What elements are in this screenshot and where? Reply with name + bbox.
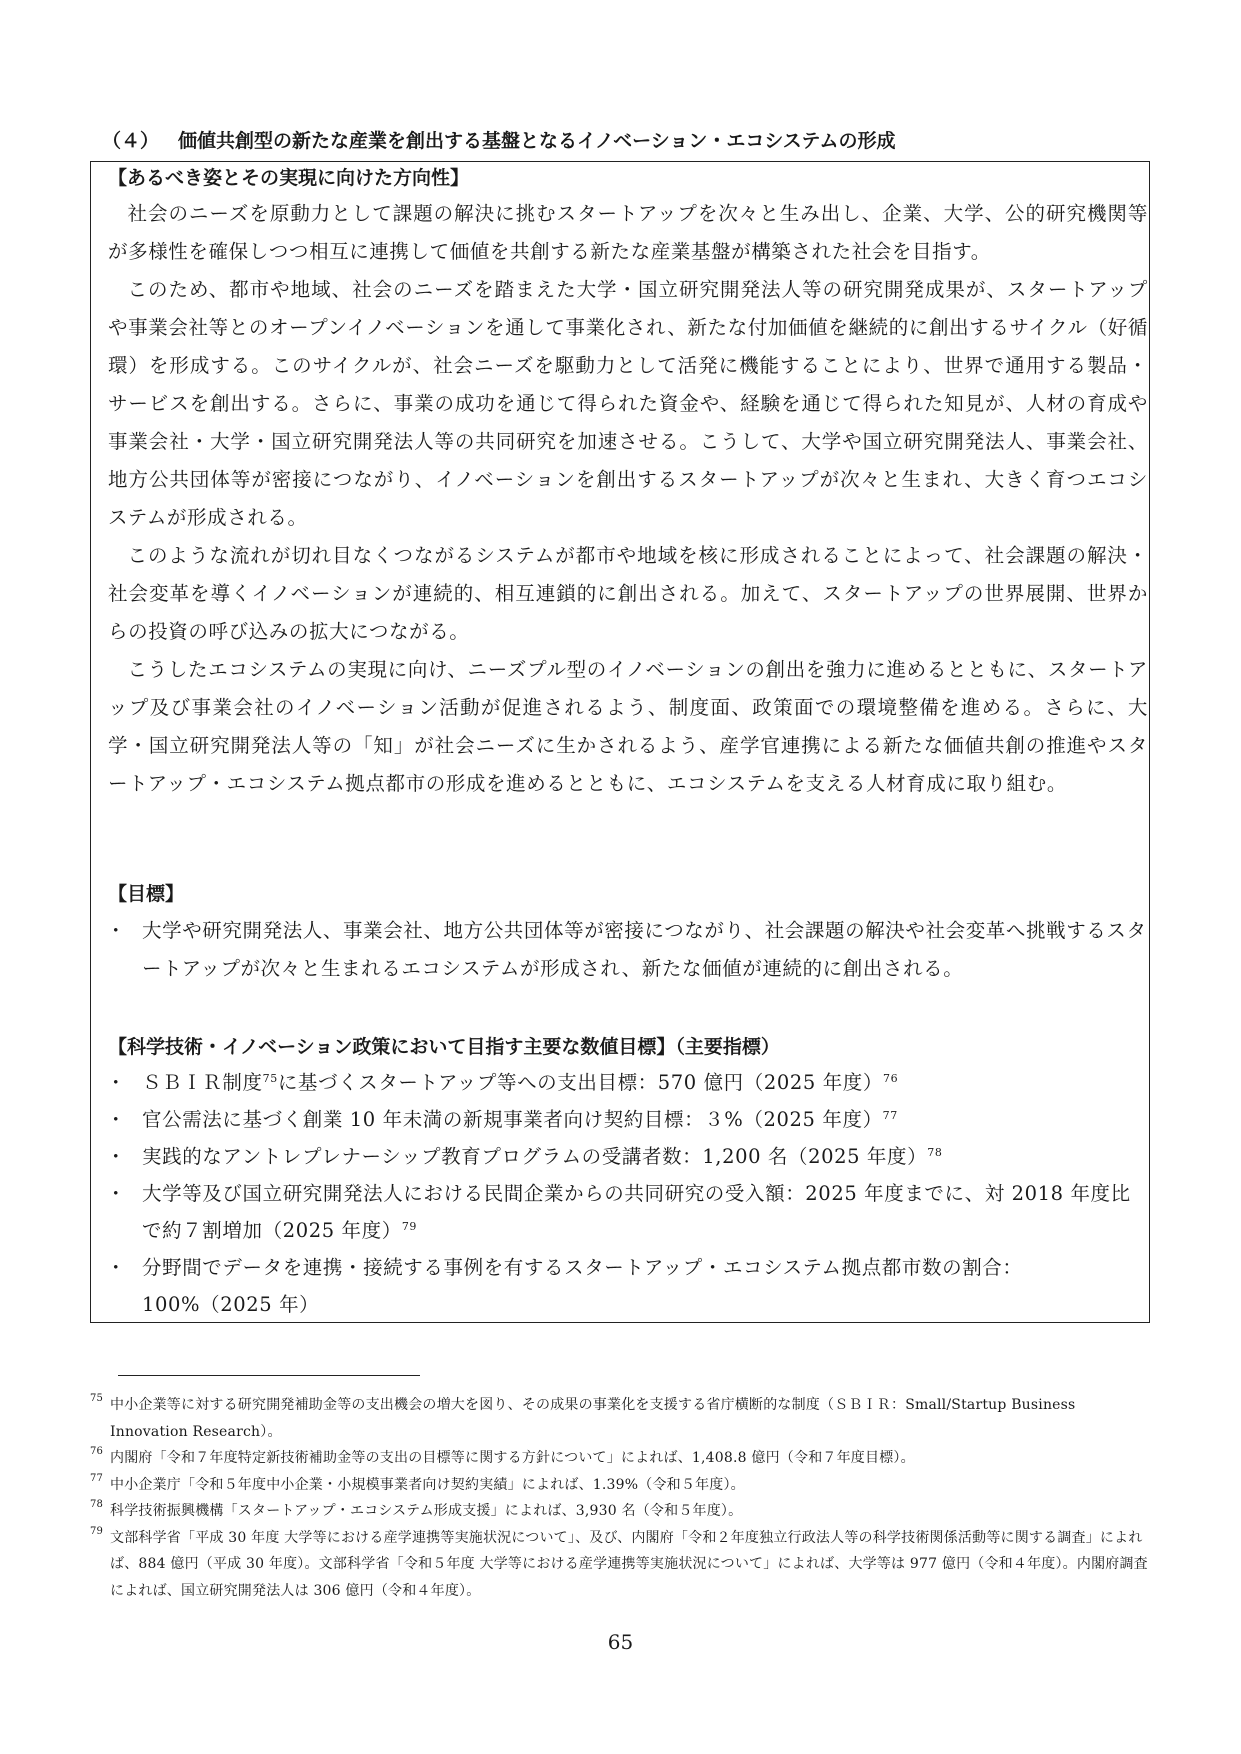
footnote-text: 内閣府「令和７年度特定新技術補助金等の支出の目標等に関する方針について」によれば、1,408.8 億円（令和７年度目標）。: [110, 1450, 915, 1466]
targets-heading: 【科学技術・イノベーション政策において目指す主要な数値目標】（主要指標）: [108, 1036, 780, 1058]
footnote-ref[interactable]: 76: [883, 1072, 899, 1085]
section-number: （４）: [102, 130, 160, 152]
vision-paragraph: こうしたエコシステムの実現に向け、ニーズプル型のイノベーションの創出を強力に進めるとともに、スタートアップ及び事業会社のイノベーション活動が促進されるよう、制度面、政策面での環境整備を進める。さらに、大学・国立研究開発法人等の「知」が社会ニーズに生かされるよう、産学官連携による新たな価値共創の推進やスタートアップ・エコシステム拠点都市の形成を進めるとともに、エコシステムを支える人材育成に取り組む。: [108, 658, 1148, 795]
bullet-mark: ・: [106, 1108, 127, 1131]
vision-heading: 【あるべき姿とその実現に向けた方向性】: [108, 167, 470, 189]
targets-block: [108, 1033, 1148, 1323]
target-text: 実践的なアントレプレナーシップ教育プログラムの受講者数：1,200 名（2025 年度）: [142, 1145, 928, 1168]
goal-item: [104, 912, 1148, 988]
bullet-mark: ・: [106, 1256, 127, 1279]
footnote-ref[interactable]: 75: [262, 1072, 278, 1085]
footnote-ref[interactable]: 77: [882, 1109, 898, 1122]
target-item: [104, 1064, 1148, 1101]
target-item: [104, 1138, 1148, 1175]
bullet-mark: ・: [106, 1071, 127, 1094]
footnote-number: 77: [90, 1472, 104, 1484]
target-item: [104, 1249, 1148, 1323]
footnote: [90, 1392, 1156, 1445]
footnote-text: 中小企業庁「令和５年度中小企業・小規模事業者向け契約実績」によれば、1.39%（令和５年度）。: [110, 1476, 745, 1493]
page-number: 65: [607, 1630, 634, 1654]
vision-paragraph: このような流れが切れ目なくつながるシステムが都市や地域を核に形成されることによって、社会課題の解決・社会変革を導くイノベーションが連続的、相互連鎖的に創出される。加えて、スタートアップの世界展開、世界からの投資の呼び込みの拡大につながる。: [108, 544, 1148, 643]
footnote: [90, 1525, 1156, 1605]
bullet-mark: ・: [106, 1145, 127, 1168]
vision-paragraph: 社会のニーズを原動力として課題の解決に挑むスタートアップを次々と生み出し、企業、大学、公的研究機関等が多様性を確保しつつ相互に連携して価値を共創する新たな産業基盤が構築された社会を目指す。: [108, 202, 1148, 263]
target-prefix: ＳＢＩＲ制度: [142, 1071, 263, 1094]
target-item: [104, 1101, 1148, 1138]
footnote-number: 76: [90, 1446, 104, 1457]
footnote: [90, 1498, 1156, 1525]
footnote-separator: [118, 1375, 420, 1376]
footnote: [90, 1445, 1156, 1472]
target-text: に基づくスタートアップ等への支出目標：570 億円（2025 年度）: [277, 1071, 884, 1094]
footnote-number: 78: [90, 1499, 104, 1510]
target-text: 官公需法に基づく創業 10 年未満の新規事業者向け契約目標：３%（2025 年度）: [142, 1108, 883, 1131]
section-title: 価値共創型の新たな産業を創出する基盤となるイノベーション・エコシステムの形成: [178, 130, 896, 152]
footnote-text: 文部科学省「平成 30 年度 大学等における産学連携等実施状況について」、及び、内閣府「令和２年度独立行政法人等の科学技術関係活動等に関する調査」によれば、884 億円（平成 30 年度）。文部科学省「令和５年度 大学等における産学連携等実施状況について」によれば、大学等は 977 億円（令和４年度）。内閣府調査によれば、国立研究開発法人は 306 億円（令和４年度）。: [110, 1529, 1148, 1599]
goal-text: 大学や研究開発法人、事業会社、地方公共団体等が密接につながり、社会課題の解決や社会変革へ挑戦するスタートアップが次々と生まれるエコシステムが形成され、新たな価値が連続的に創出される。: [142, 919, 1147, 980]
footnote: [90, 1472, 1156, 1499]
bullet-mark: ・: [106, 919, 127, 942]
footnote-ref[interactable]: 79: [401, 1220, 418, 1233]
footnote-text: 科学技術振興機構「スタートアップ・エコシステム形成支援」によれば、3,930 名（令和５年度）。: [110, 1503, 743, 1519]
footnote-ref[interactable]: 78: [927, 1146, 943, 1159]
target-text: 大学等及び国立研究開発法人における民間企業からの共同研究の受入額：2025 年度までに、対 2018 年度比で約７割増加（2025 年度）: [142, 1182, 1131, 1242]
vision-block: [108, 164, 1148, 803]
goals-block: [108, 880, 1148, 988]
bullet-mark: ・: [106, 1182, 127, 1205]
goals-heading: 【目標】: [108, 883, 185, 905]
vision-body: [108, 195, 1148, 803]
footnotes: [90, 1392, 1156, 1604]
footnote-text: 中小企業等に対する研究開発補助金等の支出機会の増大を図り、その成果の事業化を支援する省庁横断的な制度（ＳＢＩＲ：Small/Startup Business Innovation Research）。: [110, 1397, 1076, 1440]
section-heading: [102, 128, 1162, 154]
vision-paragraph: このため、都市や地域、社会のニーズを踏まえた大学・国立研究開発法人等の研究開発成果が、スタートアップや事業会社等とのオープンイノベーションを通して事業化され、新たな付加価値を継続的に創出するサイクル（好循環）を形成する。このサイクルが、社会ニーズを駆動力として活発に機能することにより、世界で通用する製品・サービスを創出する。さらに、事業の成功を通じて得られた資金や、経験を通じて得られた知見が、人材の育成や事業会社・大学・国立研究開発法人等の共同研究を加速させる。こうして、大学や国立研究開発法人、事業会社、地方公共団体等が密接につながり、イノベーションを創出するスタートアップが次々と生まれ、大きく育つエコシステムが形成される。: [108, 278, 1148, 529]
footnote-number: 79: [90, 1525, 104, 1537]
target-text: 分野間でデータを連携・接続する事例を有するスタートアップ・エコシステム拠点都市数の割合：100%（2025 年）: [142, 1256, 1023, 1316]
target-item: [104, 1175, 1148, 1249]
targets-list: [104, 1064, 1148, 1323]
footnote-number: 75: [90, 1393, 104, 1404]
goals-list: [104, 912, 1148, 988]
